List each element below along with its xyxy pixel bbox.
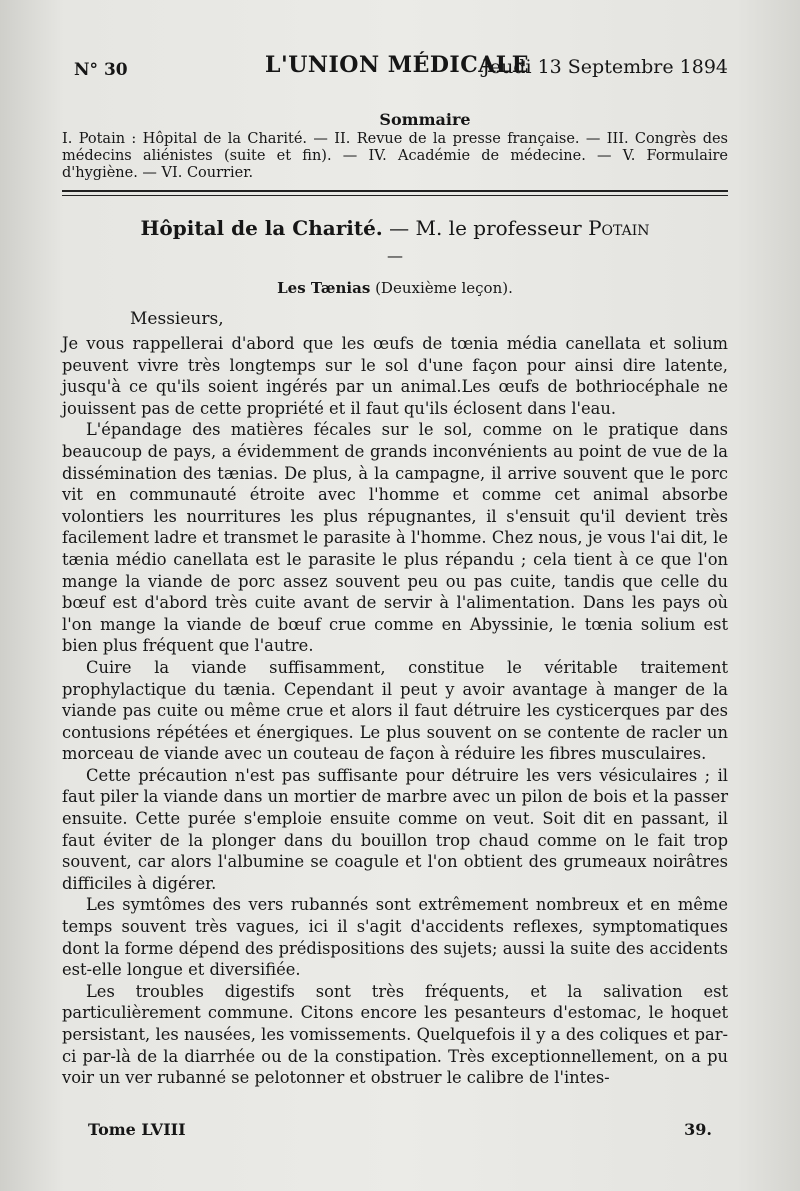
paragraph: Les symtômes des vers rubannés sont extrêmement nombreux et en même temps souvent très vagues, ici il s'agit d'accidents reflexes, symptomatiques dont la forme dépend des prédispositions des sujets; aussi la suite des accidents est-elle longue et diversifiée.: [62, 895, 728, 980]
lesson-subtitle: [62, 279, 728, 297]
sommaire-title: Sommaire: [379, 110, 471, 129]
page-footer: [88, 1120, 712, 1150]
paragraph: Cette précaution n'est pas suffisante pour détruire les vers vésiculaires ; il faut piler la viande dans un mortier de marbre avec un pilon de bois et la passer ensuite. Cette purée s'emploie ensuite comme on veut. Soit dit en passant, il faut éviter de la plonger dans du bouillon trop chaud comme on le fait trop souvent, car alors l'albumine se coagule et l'on obtient des grumeaux noirâtres difficiles à digérer.: [62, 765, 728, 893]
paragraph: Je vous rappellerai d'abord que les œufs de tœnia média canellata et solium peuvent vivre très longtemps sur le sol d'une façon pour ainsi dire latente, jusqu'à ce qu'ils soient ingérés par un animal.Les œufs de bothriocéphale ne jouissent pas de cette propriété et il faut qu'ils éclosent dans l'eau.: [62, 334, 728, 418]
lesson-number: (Deuxième leçon).: [375, 279, 513, 297]
paragraph: Cuire la viande suffisamment, constitue le véritable traitement prophylactique du tænia. Cependant il peut y avoir avantage à manger de la viande pas cuite ou même crue et alors il faut détruire les cysticerques par des contusions répétées et énergiques. Le plus souvent on se contente de racler un morceau de viande avec un couteau de façon à réduire les fibres musculaires.: [62, 657, 728, 764]
journal-title: L'UNION MÉDICALE: [265, 52, 530, 78]
page-number: 39.: [684, 1120, 712, 1139]
professor-name: Potain: [588, 216, 650, 240]
sommaire-text: I. Potain : Hôpital de la Charité. — II. Revue de la presse française. — III. Congrès des médecins aliénistes (suite et fin). — IV. Académie de médecine. — V. Formulaire d'hygiène. — VI. Courrier.: [62, 131, 728, 181]
hospital-name: Hôpital de la Charité.: [140, 216, 383, 240]
lesson-title: Les Tænias: [277, 279, 371, 297]
article-body: [62, 333, 728, 1089]
masthead: [62, 46, 728, 84]
section-divider: [62, 190, 728, 196]
heading-dash: —: [387, 246, 403, 265]
paragraph: L'épandage des matières fécales sur le sol, comme on le pratique dans beaucoup de pays, a évidemment de grands inconvénients au point de vue de la dissémination des tænias. De plus, à la campagne, il arrive souvent que le porc vit en communauté étroite avec l'homme et comme cet animal absorbe volontiers les nourritures les plus répugnantes, il s'ensuit qu'il devient très facilement ladre et transmet le parasite à l'homme. Chez nous, je vous l'ai dit, le tænia médio canellata est le parasite le plus répandu ; cela tient à ce que l'on mange la viande de porc assez souvent peu ou pas cuite, tandis que celle du bœuf est d'abord très cuite avant de servir à l'alimentation. Dans les pays où l'on mange la viande de bœuf crue comme en Abyssinie, le tœnia solium est bien plus fréquent que l'autre.: [62, 420, 728, 656]
issue-number: N° 30: [74, 60, 128, 80]
issue-date: Jeudi 13 Septembre 1894: [482, 56, 728, 78]
paragraph: Les troubles digestifs sont très fréquents, et la salivation est particulièrement commune. Citons encore les pesanteurs d'estomac, le hoquet persistant, les nausées, les vomissements. Quelquefois il y a des coliques et par-ci par-là de la diarrhée ou de la constipation. Très exceptionnellement, on a pu voir un ver rubanné se pelotonner et obstruer le calibre de l'intes-: [62, 981, 728, 1088]
tome-label: Tome LVIII: [88, 1120, 186, 1139]
salutation: Messieurs,: [130, 309, 224, 329]
professor-prefix: — M. le professeur: [389, 216, 582, 240]
article-heading: [62, 216, 728, 240]
